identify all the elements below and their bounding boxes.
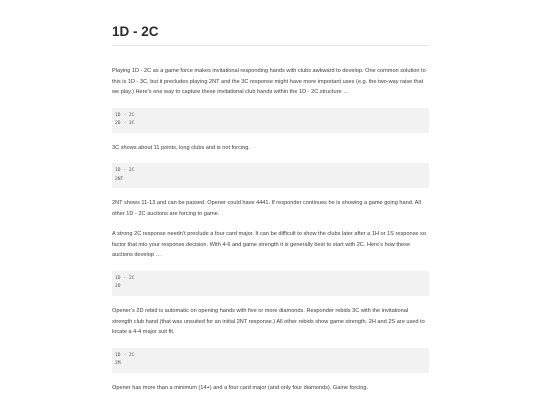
code-line: 1D - 2C bbox=[115, 112, 135, 118]
code-line: 2D - 3C bbox=[115, 121, 135, 127]
code-line: 2D bbox=[115, 284, 121, 290]
code-line: 1D - 2C bbox=[115, 352, 135, 358]
title-divider bbox=[112, 45, 429, 46]
paragraph: 3C shows about 11 points, long clubs and is not forcing. bbox=[112, 144, 250, 151]
code-line: 1D - 2C bbox=[115, 168, 135, 174]
paragraph: Playing 1D - 2C as a game force makes invitational responding hands with clubs awkward to develop. One common solution to this is 1D - 3C, but it precludes playing 2NT and the 3C response might have more important uses (e.g. the two-way raise that we play.) Here’s one way to capture these invitational club hands within the 1D - 2C structure … bbox=[112, 68, 426, 95]
code-block bbox=[112, 163, 429, 188]
article-content bbox=[112, 22, 429, 403]
code-line: 2NT bbox=[115, 176, 124, 182]
code-line: 1D - 2C bbox=[115, 275, 135, 281]
paragraph: A strong 2C response needn’t preclude a four card major. It can be difficult to show the clubs later after a 1H or 1S response so factor that into your response decision. With 4-6 and game strength it is generally best to start with 2C. Here’s how these auctions develop … bbox=[112, 231, 426, 259]
page-title: 1D - 2C bbox=[112, 24, 159, 39]
paragraph: Opener’s 2D rebid is automatic on opening hands with five or more diamonds. Responder rebids 3C with the invitational strength club hand (that was unsuited for an initial 2NT response.) All other rebids show game strength. 2H and 2S are used to locate a 4-4 major suit fit. bbox=[112, 308, 425, 336]
code-block bbox=[112, 271, 429, 296]
paragraph: Opener has more than a minimum (14+) and a four card major (and only four diamonds). Game forcing. bbox=[112, 384, 369, 391]
code-block bbox=[112, 108, 429, 133]
code-line: 2M bbox=[115, 361, 121, 367]
code-block bbox=[112, 348, 429, 373]
paragraph: 2NT shows 11-13 and can be passed. Opener could have 4441. If responder continues he is showing a game going hand. All other 1D - 2C auctions are forcing to game. bbox=[112, 200, 421, 217]
